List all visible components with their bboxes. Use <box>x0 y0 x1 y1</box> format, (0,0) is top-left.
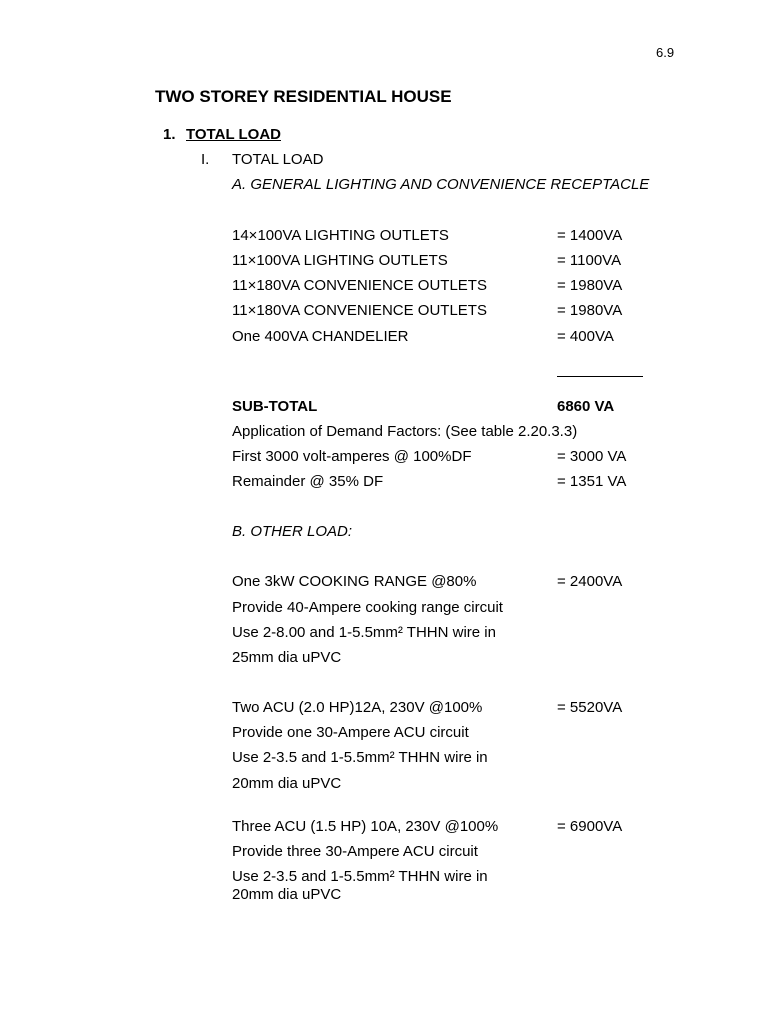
other-load-label: One 3kW COOKING RANGE @80% <box>232 573 477 590</box>
other-load-note: Use 2-3.5 and 1-5.5mm² THHN wire in <box>232 868 488 885</box>
other-load-label: Two ACU (2.0 HP)12A, 230V @100% <box>232 699 483 716</box>
load-item-value: = 1100VA <box>557 252 622 269</box>
subsection-numeral: I. <box>201 151 210 168</box>
load-item-value: = 1980VA <box>557 302 623 319</box>
other-load-note: 20mm dia uPVC <box>232 775 342 792</box>
other-load-note: 25mm dia uPVC <box>232 649 342 666</box>
demand-row-label: First 3000 volt-amperes @ 100%DF <box>232 448 472 465</box>
load-item-label: 11×100VA LIGHTING OUTLETS <box>232 252 448 269</box>
subtotal-label: SUB-TOTAL <box>232 398 318 415</box>
other-load-note: Use 2-3.5 and 1-5.5mm² THHN wire in <box>232 749 488 766</box>
load-item-value: = 400VA <box>557 328 614 345</box>
demand-note: Application of Demand Factors: (See table 2.20.3.3) <box>232 423 578 440</box>
other-load-note: 20mm dia uPVC <box>232 886 342 903</box>
other-load-value: = 2400VA <box>557 573 623 590</box>
load-item-label: 11×180VA CONVENIENCE OUTLETS <box>232 302 487 319</box>
subtotal-value: 6860 VA <box>557 398 615 415</box>
load-item-label: 11×180VA CONVENIENCE OUTLETS <box>232 277 487 294</box>
other-load-value: = 5520VA <box>557 699 623 716</box>
load-item-value: = 1400VA <box>557 227 623 244</box>
demand-row-value: = 1351 VA <box>557 473 627 490</box>
demand-row-value: = 3000 VA <box>557 448 627 465</box>
other-load-note: Provide 40-Ampere cooking range circuit <box>232 599 503 616</box>
load-item-label: 14×100VA LIGHTING OUTLETS <box>232 227 449 244</box>
section-title: TOTAL LOAD <box>186 126 281 143</box>
other-load-note: Provide three 30-Ampere ACU circuit <box>232 843 478 860</box>
subsection-title: TOTAL LOAD <box>232 151 324 168</box>
other-load-note: Provide one 30-Ampere ACU circuit <box>232 724 469 741</box>
section-number: 1. <box>163 126 176 143</box>
page-number: 6.9 <box>656 45 675 60</box>
part-b-heading: B. OTHER LOAD: <box>232 523 353 540</box>
other-load-value: = 6900VA <box>557 818 623 835</box>
load-item-value: = 1980VA <box>557 277 623 294</box>
other-load-label: Three ACU (1.5 HP) 10A, 230V @100% <box>232 818 499 835</box>
load-item-label: One 400VA CHANDELIER <box>232 328 409 345</box>
demand-row-label: Remainder @ 35% DF <box>232 473 384 490</box>
subtotal-rule <box>557 376 643 377</box>
part-a-heading: A. GENERAL LIGHTING AND CONVENIENCE RECEPTACLE <box>232 176 650 193</box>
document-title: TWO STOREY RESIDENTIAL HOUSE <box>155 87 452 106</box>
other-load-note: Use 2-8.00 and 1-5.5mm² THHN wire in <box>232 624 496 641</box>
